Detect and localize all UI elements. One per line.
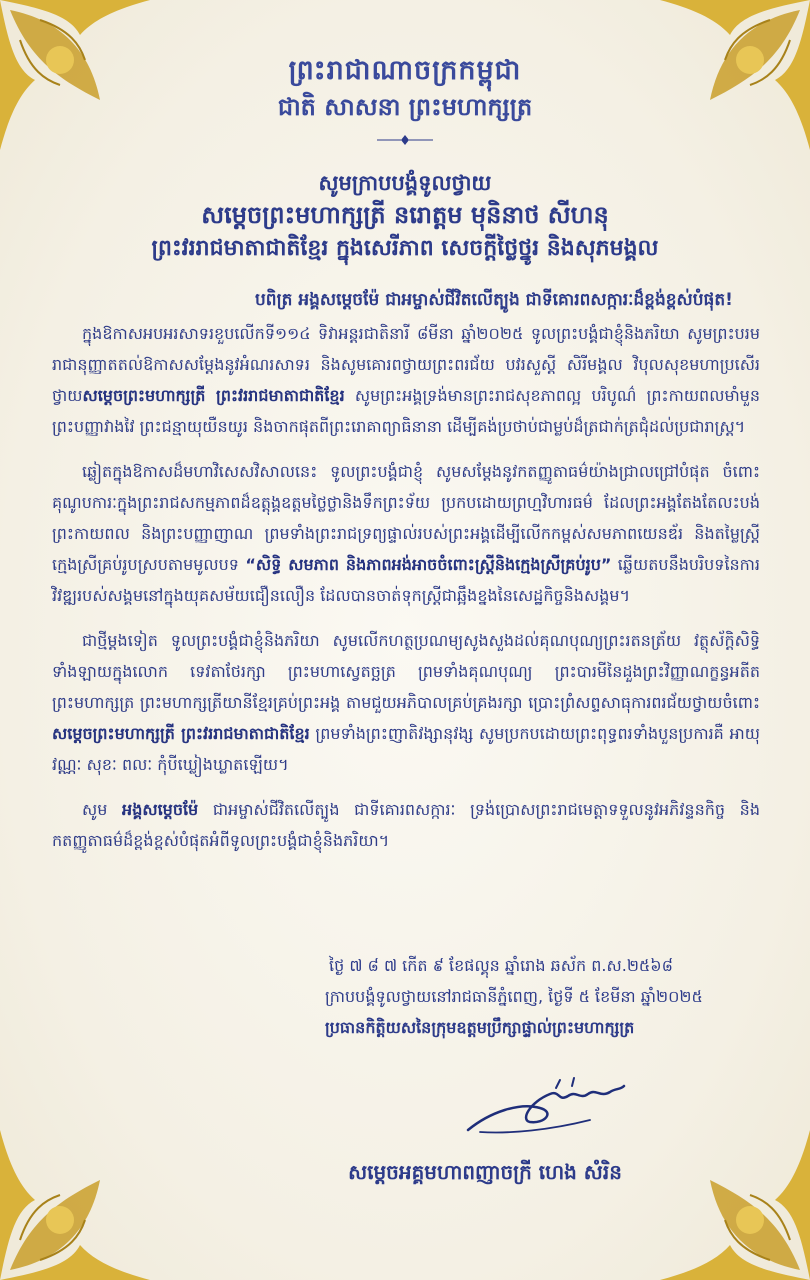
paragraph-1-text-c: សូមព្រះអង្គទ្រង់មានព្រះរាជសុខភាពល្អ បរិបូណ៌ ព្រះកាយពលមាំមួន ព្រះបញ្ញាវាងវៃ ព្រះជន្មាយុយឺនយូរ និងចាកផុតពីព្រះរោគាព្យាធិនានា ដើម្បីគង់ប្រថាប់ជាម្លប់ដ៏ត្រជាក់ត្រជុំដល់ប្រជារាស្ត្រ។ — [52, 386, 760, 436]
handwritten-signature — [460, 1072, 630, 1142]
paragraph-3-emphasis: សម្តេចព្រះមហាក្សត្រី ព្រះវររាជមាតាជាតិខ្មែរ — [52, 724, 310, 743]
dateline-block — [325, 950, 785, 1043]
salutation: បពិត្រ អង្គសម្តេចម៉ែ ជាអម្ចាស់ជីវិតលើត្បូង ជាទីគោរពសក្ការៈដ៏ខ្ពង់ខ្ពស់បំផុត! — [255, 290, 733, 310]
paragraph-2-emphasis: “សិទ្ធិ សមភាព និងភាពអង់អាចចំពោះស្ត្រីនិងក្មេងស្រីគ្រប់រូប” — [245, 555, 612, 574]
paragraph-1-text-a: ក្នុងឱកាសអបអរសាទរខួបលើកទី១១៤ ទិវាអន្តរជាតិនារី ៨មីនា ឆ្នាំ២០២៥ ទូលព្រះបង្គំជាខ្ញុំនិងភរិយា សូមព្រះបរមរាជានុញ្ញាតតល់ឱកាសសម្តែងនូវអំណរសាទរ និងសូមគោរពថ្វាយព្រះពរជ័យ បវរសួស្តី សិរីមង្គល វិបុលសុខមហាប្រសើរថ្វាយ — [52, 324, 760, 405]
addressee-name: សម្តេចព្រះមហាក្សត្រី នរោត្តម មុនិនាថ សីហនុ — [201, 201, 609, 229]
paragraph-2 — [52, 456, 760, 611]
paragraph-2-text-a: ឆ្លៀតក្នុងឱកាសដ៏មហាវិសេសវិសាលនេះ ទូលព្រះបង្គំជាខ្ញុំ សូមសម្តែងនូវកតញ្ញូតាធម៌យ៉ាងជ្រាលជ្រៅបំផុត ចំពោះគុណូបការៈក្នុងព្រះរាជសកម្មភាពដ៏ឧត្តុង្គឧត្តមថ្លៃថ្លានិងទឹកព្រះទ័យ ប្រកបដោយព្រហ្មវិហារធម៌ ដែលព្រះអង្គតែងតែលះបង់ព្រះកាយពល និងព្រះបញ្ញាញាណ ព្រមទាំងព្រះរាជទ្រព្យផ្ទាល់របស់ព្រះអង្គដើម្បីលើកកម្ពស់សមភាពយេនឌ័រ និងតម្លៃស្ត្រី ក្មេងស្រីគ្រប់រូបស្របតាមមូលបទ — [52, 462, 760, 574]
paragraph-3-text-c: ព្រមទាំងព្រះញាតិវង្សានុវង្ស សូមប្រកបដោយព្រះពុទ្ធពរទាំងបួនប្រការគឺ អាយុ វណ្ណៈ សុខៈ ពលៈ កុំបីឃ្លៀងឃ្លាតឡើយ។ — [52, 724, 760, 774]
addressee-block — [0, 168, 810, 266]
national-motto: ជាតិ សាសនា ព្រះមហាក្សត្រ — [277, 93, 533, 121]
solar-date-place: ក្រាបបង្គំទូលថ្វាយនៅរាជធានីភ្នំពេញ, ថ្ងៃទី ៥ ខែមីនា ឆ្នាំ២០២៥ — [325, 987, 703, 1006]
paragraph-1-emphasis: សម្តេចព្រះមហាក្សត្រី ព្រះវររាជមាតាជាតិខ្មែរ — [82, 386, 345, 405]
ornamental-corner-bottom-right — [640, 1110, 810, 1280]
letter-header — [0, 52, 810, 150]
signer-name: សម្តេចអគ្គមហាពញាចក្រី ហេង សំរិន — [348, 1160, 622, 1184]
paragraph-4-emphasis: អង្គសម្តេចម៉ែ — [122, 800, 199, 819]
address-greeting: សូមក្រាបបង្គំទូលថ្វាយ — [318, 171, 492, 195]
ornamental-corner-bottom-left — [0, 1110, 170, 1280]
paragraph-4-text-a: សូម — [82, 800, 123, 819]
paragraph-1 — [52, 318, 760, 442]
paragraph-3 — [52, 625, 760, 780]
divider-ornament-icon — [375, 134, 435, 146]
kingdom-title: ព្រះរាជាណាចក្រកម្ពុជា — [288, 55, 522, 86]
paragraph-4 — [52, 794, 760, 856]
letter-body — [52, 318, 760, 870]
paragraph-2-text-c: ឆ្លើយតបនឹងបរិបទនៃការវិវឌ្ឍរបស់សង្គមនៅក្នុងយុគសម័យជឿនលឿន ដែលបានចាត់ទុកស្ត្រីជាឆ្អឹងខ្នងនៃសេដ្ឋកិច្ចនិងសង្គម។ — [52, 555, 760, 605]
lunar-date: ថ្ងៃ ៧ ៨ ៧ កើត ៩ ខែផល្គុន ឆ្នាំរោង ឆស័ក ព.ស.២៥៦៨ — [329, 956, 673, 975]
addressee-title: ព្រះវររាជមាតាជាតិខ្មែរ ក្នុងសេរីភាព សេចក្តីថ្លៃថ្នូរ និងសុភមង្គល — [151, 236, 659, 261]
paragraph-3-text-a: ជាថ្មីម្តងទៀត ទូលព្រះបង្គំជាខ្ញុំនិងភរិយា សូមលើកហត្ថប្រណម្យសូងសួងដល់គុណបុណ្យព្រះរតនត្រ័យ វត្ថុស័ក្តិសិទ្ធិទាំងឡាយក្នុងលោក ទេវតាថែរក្សា ព្រះមហាស្វេតច្ឆត្រ ព្រមទាំងគុណបុណ្យ ព្រះបារមីនៃដួងព្រះវិញ្ញាណក្ខន្ធអតីតព្រះមហាក្សត្រ ព្រះមហាក្សត្រីយានីខ្មែរគ្រប់ព្រះអង្គ តាមជួយអភិបាលគ្រប់គ្រងរក្សា ប្រោះព្រំសព្ទសាធុការពរជ័យថ្វាយចំពោះ — [52, 631, 760, 712]
sender-title: ប្រធានកិត្តិយសនៃក្រុមឧត្តមប្រឹក្សាផ្ទាល់ព្រះមហាក្សត្រ — [325, 1018, 635, 1037]
paragraph-4-text-c: ជាអម្ចាស់ជីវិតលើត្បូង ជាទីគោរពសក្ការៈ ទ្រង់ប្រោសព្រះរាជមេត្តាទទួលនូវអភិវន្ទនកិច្ច និងកតញ្ញូតាធម៌ដ៏ខ្ពង់ខ្ពស់បំផុតអំពីទូលព្រះបង្គំជាខ្ញុំនិងភរិយា។ — [52, 800, 760, 850]
